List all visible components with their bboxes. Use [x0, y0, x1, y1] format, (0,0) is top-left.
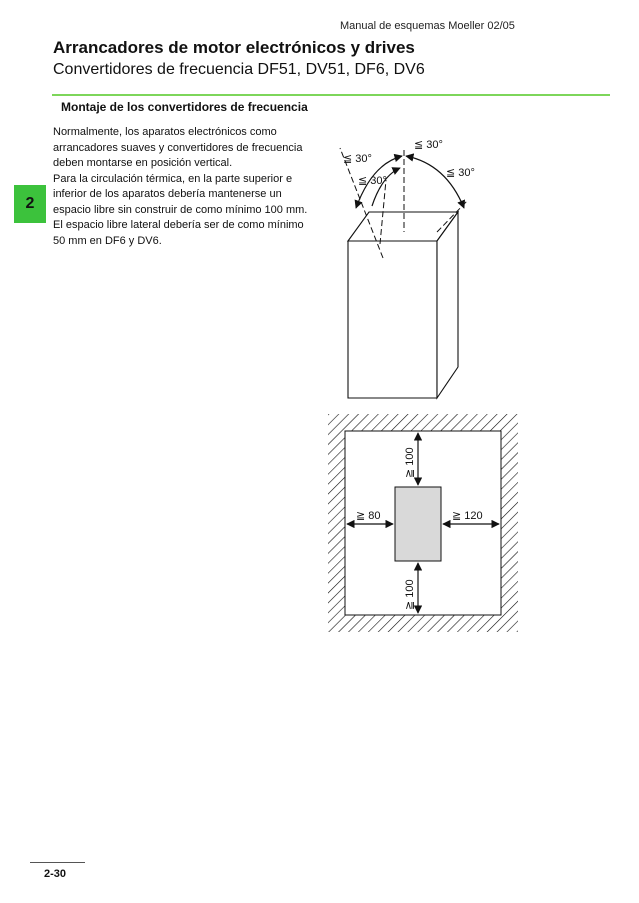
- tilt-label-upper-right: ≦ 30°: [414, 139, 443, 151]
- device-box: [348, 212, 458, 398]
- page-subtitle: Convertidores de frecuencia DF51, DV51, DF6, DV6: [53, 61, 425, 78]
- bottom-clearance-label: ≧ 100: [404, 579, 416, 610]
- right-clearance-label: ≧ 120: [452, 510, 483, 522]
- footer-divider: [30, 862, 85, 863]
- manual-reference: Manual de esquemas Moeller 02/05: [340, 20, 515, 32]
- section-heading: Montaje de los convertidores de frecuencia: [61, 100, 308, 114]
- tilt-arc-right: [406, 156, 464, 208]
- top-clearance-label: ≧ 100: [404, 447, 416, 478]
- left-clearance-label: ≧ 80: [356, 510, 381, 522]
- paragraph-clearance: Para la circulación térmica, en la parte superior e inferior de los aparatos debería mantenerse un espacio libre sin construir de como mínimo 100 mm. El espacio libre lateral debería ser de como mínimo 50 mm en DF6 y DV6.: [53, 172, 308, 247]
- paragraph-vertical-mounting: Normalmente, los aparatos electrónicos como arrancadores suaves y convertidores de frecuencia deben montarse en posición vertical.: [53, 126, 303, 169]
- page-title: Arrancadores de motor electrónicos y drives: [53, 38, 415, 57]
- clearance-diagram: [328, 414, 518, 632]
- tilt-label-right: ≦ 30°: [446, 167, 475, 179]
- page-number: 2-30: [44, 868, 67, 880]
- chapter-tab: 2: [14, 185, 46, 223]
- device-block: [395, 487, 441, 561]
- tilt-label-inner: ≦ 30°: [358, 175, 387, 187]
- tilt-label-upper-left: ≦ 30°: [343, 153, 372, 165]
- tilt-arc-inner: [372, 168, 400, 206]
